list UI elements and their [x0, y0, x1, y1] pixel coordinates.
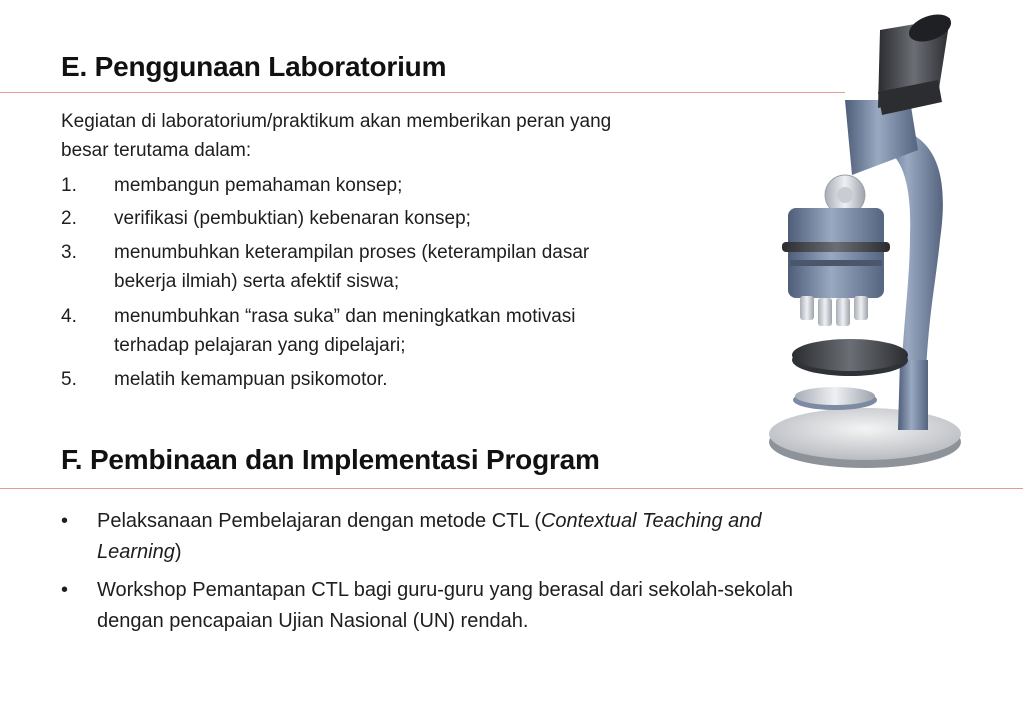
microscope-icon — [760, 0, 1023, 480]
section-e-title: E. Penggunaan Laboratorium — [61, 51, 447, 82]
item-text-line2: bekerja ilmiah) serta afektif siswa; — [114, 271, 400, 292]
item-text: verifikasi (pembuktian) kebenaran konsep; — [114, 208, 471, 229]
numbered-item-2 — [61, 204, 741, 233]
numbered-item-4 — [61, 302, 741, 360]
item-text-line2: terhadap pelajaran yang dipelajari; — [114, 335, 406, 356]
section-e-intro-line1: Kegiatan di laboratorium/praktikum akan memberikan peran yang — [61, 111, 612, 132]
bullet-symbol: • — [61, 510, 69, 532]
item-number: 3. — [61, 242, 77, 263]
bullet-text-line1: Workshop Pemantapan CTL bagi guru-guru yang berasal dari sekolah-sekolah — [97, 579, 793, 601]
item-text: melatih kemampuan psikomotor. — [114, 369, 388, 390]
section-e-intro-line2: besar terutama dalam: — [61, 140, 252, 161]
bullet-item-2 — [61, 575, 921, 637]
bullet-text-line2: dengan pencapaian Ujian Nasional (UN) rendah. — [97, 610, 529, 632]
item-number: 5. — [61, 369, 77, 390]
section-e-intro — [61, 107, 611, 165]
item-number: 4. — [61, 306, 77, 327]
section-f-title: F. Pembinaan dan Implementasi Program — [61, 444, 600, 475]
item-text: membangun pemahaman konsep; — [114, 175, 403, 196]
bullet-item-1 — [61, 506, 921, 568]
item-number: 2. — [61, 208, 77, 229]
numbered-item-3 — [61, 238, 741, 296]
item-text-line1: menumbuhkan “rasa suka” dan meningkatkan motivasi — [114, 306, 576, 327]
bullet-text-line2: Learning) — [97, 541, 182, 563]
bullet-text-line1: Pelaksanaan Pembelajaran dengan metode CTL (Contextual Teaching and — [97, 510, 762, 532]
numbered-item-5 — [61, 365, 741, 394]
item-text-line1: menumbuhkan keterampilan proses (keterampilan dasar — [114, 242, 590, 263]
bullet-symbol: • — [61, 579, 69, 601]
item-number: 1. — [61, 175, 77, 196]
numbered-item-1 — [61, 171, 741, 200]
section-f-divider — [0, 488, 1023, 489]
section-e-divider — [0, 92, 845, 93]
